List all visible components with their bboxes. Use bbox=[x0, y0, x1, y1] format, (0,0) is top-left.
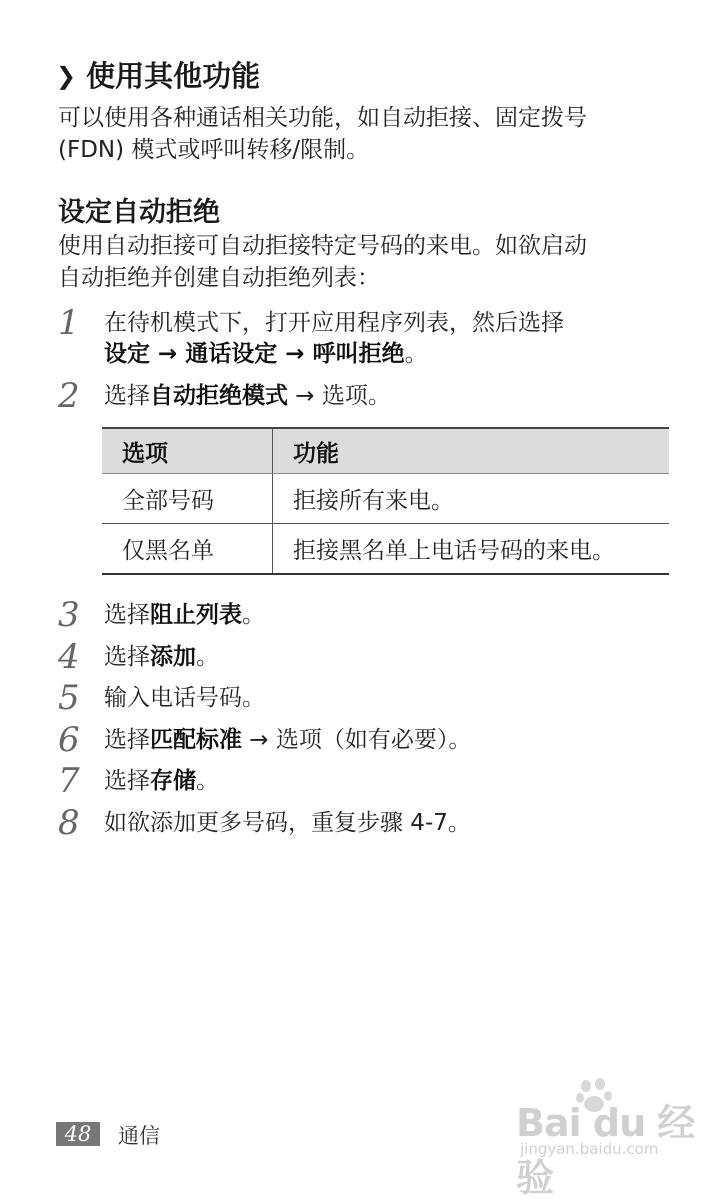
page-number: 48 bbox=[56, 1122, 100, 1146]
step-number: 7 bbox=[58, 761, 80, 801]
menu-option: 阻止列表 bbox=[150, 602, 242, 628]
step-text: 选择阻止列表。 bbox=[104, 602, 265, 628]
step-text-path: 设定 → 通话设定 → 呼叫拒绝。 bbox=[104, 341, 428, 367]
menu-option: 添加 bbox=[150, 644, 196, 670]
step-text: 选择自动拒绝模式 → 选项。 bbox=[104, 383, 391, 409]
step-number: 5 bbox=[58, 678, 80, 718]
menu-option: 存储 bbox=[150, 768, 196, 794]
step-number: 2 bbox=[58, 376, 80, 416]
table-cell-function: 拒接所有来电。 bbox=[273, 474, 670, 524]
chapter-label: 通信 bbox=[118, 1124, 160, 1148]
menu-path: 设定 → 通话设定 → 呼叫拒绝 bbox=[104, 341, 405, 367]
intro-line-2: (FDN) 模式或呼叫转移/限制。 bbox=[58, 137, 370, 163]
step-number: 4 bbox=[58, 637, 80, 677]
step-text: 选择存储。 bbox=[104, 768, 219, 794]
step-number: 8 bbox=[58, 803, 80, 843]
watermark-brand: Bai du 经验 bbox=[516, 1101, 695, 1200]
subsection-title: 设定自动拒绝 bbox=[58, 197, 220, 228]
step-text: 输入电话号码。 bbox=[104, 685, 265, 711]
step-text: 选择添加。 bbox=[104, 644, 219, 670]
section-title bbox=[56, 54, 260, 95]
step-text: 如欲添加更多号码，重复步骤 4-7。 bbox=[104, 810, 471, 836]
baidu-watermark bbox=[516, 1078, 706, 1200]
table-row bbox=[102, 524, 669, 575]
chevron-right-icon: ❯ bbox=[56, 62, 77, 90]
intro-line-1: 可以使用各种通话相关功能，如自动拒接、固定拨号 bbox=[58, 105, 587, 131]
table-header-function: 功能 bbox=[273, 428, 670, 474]
table-cell-option: 仅黑名单 bbox=[102, 524, 273, 575]
options-table bbox=[102, 427, 669, 575]
step-text: 选择匹配标准 → 选项（如有必要）。 bbox=[104, 727, 472, 753]
menu-option: 自动拒绝模式 bbox=[150, 383, 288, 409]
step-text: 在待机模式下，打开应用程序列表，然后选择 bbox=[104, 310, 564, 336]
section-title-text: 使用其他功能 bbox=[86, 59, 261, 93]
step-number: 3 bbox=[58, 595, 80, 635]
table-header-option: 选项 bbox=[102, 428, 273, 474]
menu-option: 匹配标准 bbox=[150, 727, 242, 753]
step-number: 1 bbox=[58, 303, 80, 343]
table-cell-option: 全部号码 bbox=[102, 474, 273, 524]
table-cell-function: 拒接黑名单上电话号码的来电。 bbox=[273, 524, 670, 575]
subsection-line-2: 自动拒绝并创建自动拒绝列表： bbox=[58, 265, 380, 291]
watermark-url: jingyan.baidu.com bbox=[520, 1140, 659, 1158]
subsection-line-1: 使用自动拒接可自动拒接特定号码的来电。如欲启动 bbox=[58, 233, 587, 259]
step-number: 6 bbox=[58, 720, 80, 760]
table-header-row bbox=[102, 428, 669, 474]
table-row bbox=[102, 474, 669, 524]
